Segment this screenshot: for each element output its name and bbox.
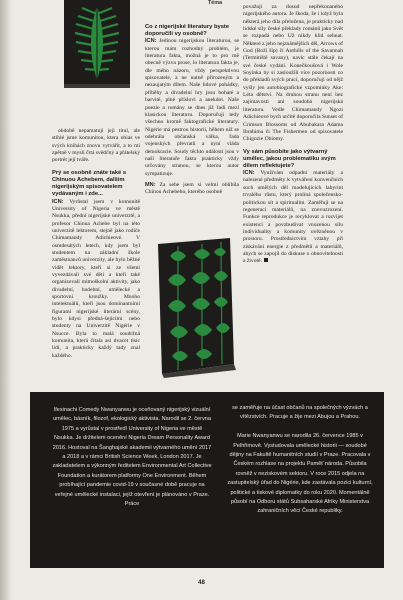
paragraph: obdobě nepamatuji jeji titul, ale stíhlé jsme komunitou, ktera obias ve svých knihách znovu vytvářit, a to mi zpětně v mysli črtá svědčný a přátelský portrét její tváře. [52,128,140,164]
page-number: 48 [198,580,205,586]
paragraph: považuji za dosud nepřekonaného nigerijského autora. Je škoda, že i když byla některá jeho díla přeložena, je prakticky nad lidské síly české překlady románů jako Svět se rozpadá nebo Už nikdy klid sehnat. Některé z jeho nejznámějších děl, Arrows of God (Boží šíp) či Anthills of the Savannah (Termitiště savany), navíc stále čekají na své české vydání. Konečkoušová i Wole Soyinka by si zasloužili více pozornosti co do překladů svých prací, doporučuji od nějž vyšly jen autobiografické vzpomínky Ake: Léta dětství. Na druhou stranu není bez zajímavosti ani soudobá nigerijská literatura. Vedle Chimamandy Ngozi Adichieové bych určitě doporučila Sunset of Crimson Blossoms od Abubakara Adama Ibrahima či The Fishermen od spisovatele Chigozie Obiomy. [243,4,343,143]
article-column-3 [243,4,343,392]
author-bio-box [30,392,384,568]
answer-text: Vyrůstal jsem v komunitě University of Nigeria ve městě Nsukka, přední nigerijské univerzitě, a profesor Chinua Achebe byl na této univerzitě lektorem, stejně jako rodiče Chimamandy Adichieové. V osmdesátých letech, kdy jsem byl studentem na základní škole zaměstnanců univerzity, ale bylo běžné vidět lektory, kteří si ze všemi vyvezdávali své děti a kteří také organizovali mimoškolní aktivity, jako divadelní, hudební, umělecké a sportovní kroužky. Mnoho intelektuálů, kteří jsou dominantními figurami nigerijské literární scény, bylo kdysi předná-šejícími nebo studenty na Univerzitě Nigérie v Nsucce. Byla to malá soudržná komunita, která čítala asi dvacet tisíc lidí, a prakticky každý tady znal každého. [52,198,140,359]
interview-answer [243,170,343,265]
answer-text: Využívám odpadní materiály a nalezené předměty k vytváření konvenčních soch umělých děl modelujících labyrint trvalého růstu, který prolíná společensko-politickou sít a spiritualitu. Zaměřuji se na regeneraci materiálů, na znovuzrození. Funkce reprodukce je recyklovat a rozvíjet existenci a povzbudivat vnozenou silu individuality a komunity uvězněnou v prostoru. Prostřednictvím vztahy při získávání energie z předmětů a materiálů, abych se zapojil do diskuse o obnovitelnosti a životě. [243,170,343,265]
speaker-label: MN: [145,181,156,188]
page-gutter-shadow [0,0,12,600]
section-tag: Téma [207,0,223,6]
bio-left: Ifesinachi Comedy Nwanyanwu je oceňovaný nigerijský vizuální umělec, básník, filozof, ekologický aktivista. Narodil se 2. června 1975 a vyrůstal v prostředí University of Nigeria ve městě Nsukka. Je držitelem ocenění Nigeria Dream Personality Award 2016. Hostoval na Šanghajské akademii výtvarného umění 2017 a 2018 a v rámci British Science Week, London 2017. Je zakladatelem a výkonným ředitelem Environmental Art Collective Foundation a kurátorem platformy One Environment. Během probíhající pandemie covid-19 v současné době pracuje na veřejné umělecké instalaci, jejíž otevření je plánováno v Praze. Práce [52,407,212,508]
leaf-illustration [60,0,134,90]
bio-right: se zaměřuje na účast občanů na společných výzvách a vítězstvích. Pracuje a žije mezi Abujou a Prahou. Marie Nwanyanwu se narodila 26. července 1985 v Pelhřimově. Vystudovala umělecké historii — soudobé dějiny na Fakultě humanitních studií v Praze. Pracovala v Českém rozhlase na projektu Paměť národa. Působila rovněž v neziskovém sektoru. V roce 2015 odjela na zastupitelský úřad do Nigérie, kde zastávala pozici kulturní, politické a tiskové diplomatky do roku 2020. Momentálně působí na Odboru států Subsaharské Afriky Ministerstva zahraničních věcí České republiky. [227,405,373,515]
answer-text: Za sebe jsem si velmi oblíbila Chinou Achebeho, kterého osobně [145,181,239,196]
interview-question: Co z nigerijské literatury byste doporučili vy osobně? [145,24,230,38]
interview-answer [145,182,239,197]
speaker-label: ICN: [52,198,64,205]
interview-answer [52,199,140,361]
end-of-article-mark [264,258,268,262]
article-column-1 [52,128,140,378]
speaker-label: ICN: [145,38,157,45]
answer-text: Jedinou nigerijskou literaturou, se kterou mám rozhodný problém, je literatura fakta, možná je to pro mě obecně výzva prose, lo literatura fakta je, dle mého názoru, vždy perspektivou spisovatele, a ne nutně přirozeným a nezaujatým dílem. Naše lidové pohádky, příběhy a divadelní hry jsou bohaté a barvité, plné příslovi a anekdot. Naše poezie a romány se dnes již řadí mezi klasickou literaturu. Doporučuji tedy všechno kromě faktografické literatury. Nigérie má pestrou historii, během níž se odehrála občanská válka, řada vojenských převratů a nyní vláda demokracie. Soudy těchto událostí jsou v naší literatuře fakta prakticky vždy určovány stranou, se kterou autor sympatizuje. [145,38,239,177]
interview-answer [145,38,239,178]
article-column-2 [145,24,239,234]
interview-question: Vy sám působíte jako výtvarný umělec, jakou problematiku svým dílem reflektujete? [243,148,336,169]
speaker-label: ICN: [243,170,255,177]
interview-question: Prý se osobně znáte také s Chinuou Achebem, dalším nigerijským spisovatelem vydávaným i zde... [52,169,127,198]
book-leaves-illustration [148,236,240,378]
